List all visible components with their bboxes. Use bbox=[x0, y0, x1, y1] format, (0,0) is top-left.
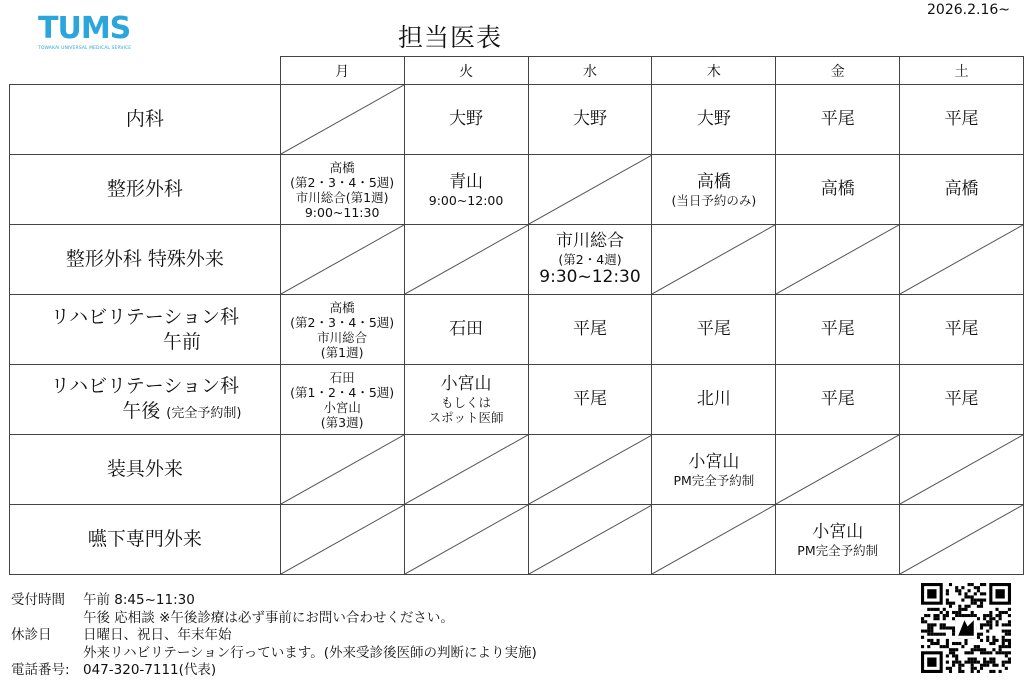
diagonal-slash-icon bbox=[281, 225, 404, 294]
department-line bbox=[10, 330, 280, 355]
table-row bbox=[10, 225, 1024, 295]
doctor-cell bbox=[404, 85, 528, 155]
doctor-cell bbox=[528, 295, 652, 365]
info-text: 日曜日、祝日、年末年始 bbox=[83, 627, 232, 643]
doctor-name: 平尾 bbox=[820, 109, 855, 129]
department-line bbox=[10, 527, 280, 552]
doctor-name: 北川 bbox=[696, 389, 731, 409]
logo-subtitle: TOWAKAI UNIVERSAL MEDICAL SERVICE bbox=[38, 46, 132, 51]
doctor-name: 大野 bbox=[696, 109, 731, 129]
table-row bbox=[10, 85, 1024, 155]
diagonal-slash-icon bbox=[529, 435, 652, 504]
schedule-note: スポット医師 bbox=[428, 410, 504, 425]
doctor-cell bbox=[404, 365, 528, 435]
doctor-cell bbox=[900, 155, 1024, 225]
doctor-name: 平尾 bbox=[944, 109, 979, 129]
no-clinic-cell bbox=[404, 435, 528, 505]
diagonal-slash-icon bbox=[281, 85, 404, 154]
day-header: 火 bbox=[404, 57, 528, 85]
doctor-name: 市川総合 bbox=[555, 231, 624, 251]
no-clinic-cell bbox=[404, 225, 528, 295]
schedule-note: (第1・2・4・5週) bbox=[290, 384, 395, 400]
tums-logo bbox=[38, 11, 132, 56]
doctor-cell bbox=[528, 225, 652, 295]
diagonal-slash-icon bbox=[652, 225, 775, 294]
doctor-cell bbox=[776, 85, 900, 155]
department-text: リハビリテーション科 bbox=[50, 374, 239, 397]
clinic-info bbox=[11, 592, 537, 680]
info-label bbox=[11, 645, 83, 663]
department-name bbox=[10, 155, 281, 225]
doctor-cell bbox=[404, 295, 528, 365]
table-row bbox=[10, 505, 1024, 575]
doctor-cell bbox=[280, 365, 404, 435]
department-name bbox=[10, 505, 281, 575]
department-text: リハビリテーション科 bbox=[50, 305, 239, 328]
diagonal-slash-icon bbox=[900, 225, 1023, 294]
department-line bbox=[10, 374, 280, 399]
department-text: 午前 bbox=[162, 330, 201, 353]
schedule-note: PM完全予約制 bbox=[797, 542, 879, 558]
schedule-note: 高橋 bbox=[329, 159, 355, 175]
no-clinic-cell bbox=[900, 225, 1024, 295]
no-clinic-cell bbox=[900, 505, 1024, 575]
department-line bbox=[10, 399, 280, 426]
info-text: 午前 8:45~11:30 bbox=[83, 592, 195, 608]
info-row bbox=[11, 627, 537, 645]
info-row bbox=[11, 592, 537, 610]
diagonal-slash-icon bbox=[529, 505, 652, 574]
doctor-name: 平尾 bbox=[572, 319, 607, 339]
no-clinic-cell bbox=[776, 435, 900, 505]
doctor-cell bbox=[900, 365, 1024, 435]
effective-date: 2026.2.16~ bbox=[927, 2, 1010, 18]
no-clinic-cell bbox=[404, 505, 528, 575]
doctor-cell bbox=[652, 85, 776, 155]
doctor-name: 青山 bbox=[449, 171, 484, 192]
doctor-name: 平尾 bbox=[572, 389, 607, 409]
schedule-table bbox=[9, 56, 1024, 575]
department-line bbox=[10, 107, 280, 132]
doctor-cell bbox=[404, 155, 528, 225]
doctor-cell bbox=[900, 85, 1024, 155]
department-text: 午後 bbox=[122, 399, 161, 422]
diagonal-slash-icon bbox=[529, 155, 652, 224]
schedule-note: PM完全予約制 bbox=[673, 472, 755, 488]
department-text: 整形外科 特殊外来 bbox=[65, 248, 224, 270]
no-clinic-cell bbox=[776, 225, 900, 295]
info-text: 047-320-7111(代表) bbox=[83, 662, 217, 678]
schedule-note: (第2・4週) bbox=[558, 252, 622, 267]
department-name bbox=[10, 365, 281, 435]
schedule-note: (当日予約のみ) bbox=[671, 192, 757, 208]
info-label bbox=[11, 610, 83, 628]
schedule-note: もしくは bbox=[441, 395, 492, 410]
diagonal-slash-icon bbox=[281, 435, 404, 504]
day-header: 金 bbox=[776, 57, 900, 85]
info-row bbox=[11, 610, 537, 628]
schedule-note: 市川総合(第1週) bbox=[295, 189, 389, 205]
table-row bbox=[10, 435, 1024, 505]
schedule-note: 高橋 bbox=[329, 299, 355, 315]
no-clinic-cell bbox=[280, 225, 404, 295]
qr-code-icon bbox=[921, 583, 1011, 673]
no-clinic-cell bbox=[652, 225, 776, 295]
no-clinic-cell bbox=[900, 435, 1024, 505]
doctor-name: 9:30~12:30 bbox=[539, 267, 641, 287]
no-clinic-cell bbox=[528, 155, 652, 225]
doctor-cell bbox=[900, 295, 1024, 365]
diagonal-slash-icon bbox=[405, 435, 528, 504]
doctor-name: 平尾 bbox=[944, 389, 979, 409]
schedule-note: 小宮山 bbox=[323, 399, 361, 415]
info-label: 受付時間 bbox=[11, 592, 65, 608]
schedule-note: (第3週) bbox=[320, 414, 364, 430]
doctor-name: 小宮山 bbox=[812, 521, 864, 542]
doctor-cell bbox=[776, 295, 900, 365]
department-text: 内科 bbox=[125, 108, 164, 130]
info-label: 電話番号: bbox=[11, 662, 70, 678]
department-note: (完全予約制) bbox=[166, 405, 242, 421]
doctor-name: 平尾 bbox=[696, 319, 731, 339]
doctor-cell bbox=[280, 295, 404, 365]
table-row bbox=[10, 155, 1024, 225]
no-clinic-cell bbox=[280, 505, 404, 575]
info-text: 外来リハビリテーション行っています。(外来受診後医師の判断により実施) bbox=[83, 644, 537, 661]
schedule-note: 9:00~11:30 bbox=[304, 204, 380, 220]
doctor-cell bbox=[652, 365, 776, 435]
doctor-name: 平尾 bbox=[820, 319, 855, 339]
department-name bbox=[10, 295, 281, 365]
department-line bbox=[10, 247, 280, 272]
schedule-note: 石田 bbox=[329, 369, 355, 385]
doctor-name: 大野 bbox=[449, 109, 484, 129]
day-header-row bbox=[10, 57, 1024, 85]
diagonal-slash-icon bbox=[405, 505, 528, 574]
logo-text: TUMS bbox=[38, 11, 131, 46]
department-line bbox=[10, 457, 280, 482]
day-header: 土 bbox=[900, 57, 1024, 85]
table-row bbox=[10, 365, 1024, 435]
diagonal-slash-icon bbox=[900, 435, 1023, 504]
day-header: 木 bbox=[652, 57, 776, 85]
department-line bbox=[10, 305, 280, 330]
doctor-name: 高橋 bbox=[696, 171, 731, 192]
doctor-name: 平尾 bbox=[944, 319, 979, 339]
schedule-note: (第2・3・4・5週) bbox=[290, 174, 395, 190]
no-clinic-cell bbox=[652, 505, 776, 575]
doctor-name: 高橋 bbox=[820, 179, 855, 199]
no-clinic-cell bbox=[280, 85, 404, 155]
doctor-name: 小宮山 bbox=[688, 451, 740, 472]
info-text: 午後 応相談 ※午後診療は必ず事前にお問い合わせください。 bbox=[83, 609, 454, 626]
doctor-cell bbox=[528, 85, 652, 155]
department-text: 整形外科 bbox=[106, 178, 183, 200]
doctor-cell bbox=[776, 155, 900, 225]
doctor-name: 小宮山 bbox=[440, 374, 492, 394]
info-label: 休診日 bbox=[11, 627, 52, 643]
department-name bbox=[10, 435, 281, 505]
schedule-note: (第1週) bbox=[320, 344, 364, 360]
doctor-cell bbox=[776, 505, 900, 575]
no-clinic-cell bbox=[280, 435, 404, 505]
diagonal-slash-icon bbox=[281, 505, 404, 574]
header-corner bbox=[10, 57, 281, 85]
diagonal-slash-icon bbox=[405, 225, 528, 294]
table-row bbox=[10, 295, 1024, 365]
diagonal-slash-icon bbox=[652, 505, 775, 574]
info-row bbox=[11, 645, 537, 663]
schedule-note: 市川総合 bbox=[317, 329, 368, 345]
doctor-cell bbox=[776, 365, 900, 435]
page-title: 担当医表 bbox=[398, 23, 503, 52]
diagonal-slash-icon bbox=[900, 505, 1023, 574]
doctor-cell bbox=[280, 155, 404, 225]
department-name bbox=[10, 225, 281, 295]
doctor-cell bbox=[528, 365, 652, 435]
doctor-name: 大野 bbox=[572, 109, 607, 129]
doctor-cell bbox=[652, 295, 776, 365]
doctor-cell bbox=[652, 435, 776, 505]
doctor-name: 高橋 bbox=[944, 179, 979, 199]
diagonal-slash-icon bbox=[776, 225, 899, 294]
info-row bbox=[11, 662, 537, 680]
doctor-name: 石田 bbox=[449, 319, 484, 339]
day-header: 水 bbox=[528, 57, 652, 85]
day-header: 月 bbox=[280, 57, 404, 85]
department-line bbox=[10, 177, 280, 202]
no-clinic-cell bbox=[528, 505, 652, 575]
doctor-name: 平尾 bbox=[820, 389, 855, 409]
schedule-note: (第2・3・4・5週) bbox=[290, 314, 395, 330]
no-clinic-cell bbox=[528, 435, 652, 505]
department-text: 装具外来 bbox=[106, 458, 183, 480]
diagonal-slash-icon bbox=[776, 435, 899, 504]
department-text: 嚥下専門外来 bbox=[87, 528, 202, 550]
department-name bbox=[10, 85, 281, 155]
schedule-note: 9:00~12:00 bbox=[428, 192, 504, 208]
doctor-cell bbox=[652, 155, 776, 225]
